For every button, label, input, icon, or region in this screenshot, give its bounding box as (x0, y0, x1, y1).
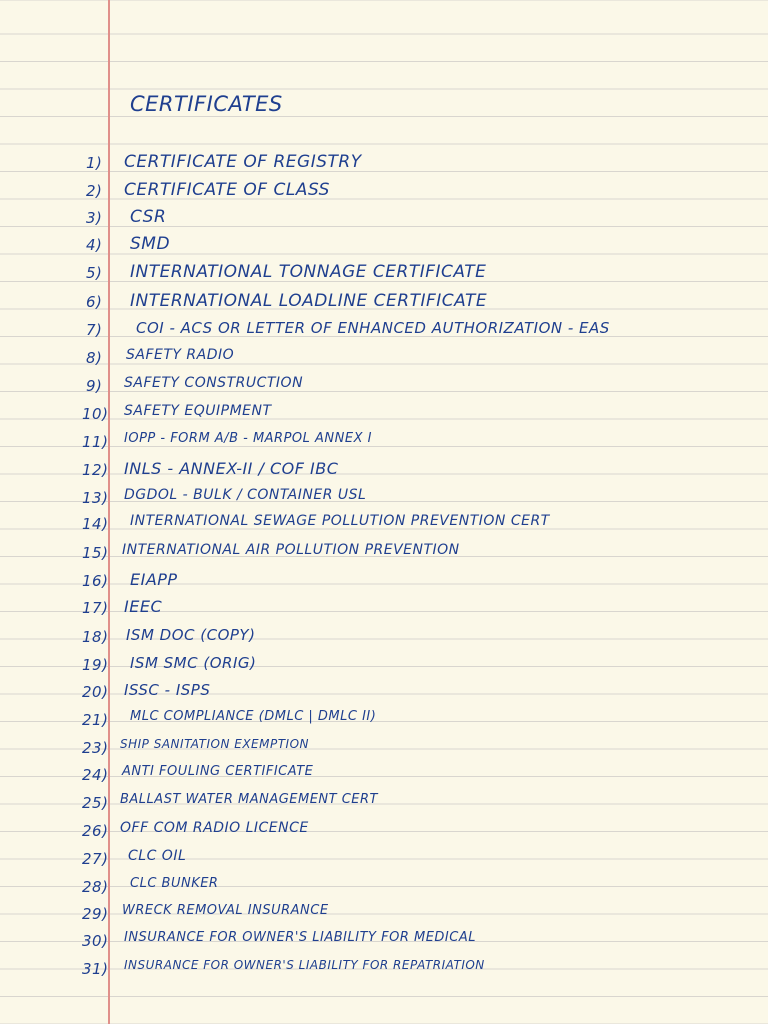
list-item: CSR (130, 207, 167, 227)
list-item-number: 27) (82, 850, 109, 868)
list-item-number: 16) (82, 572, 109, 590)
list-item: INLS - ANNEX-II / COF IBC (124, 459, 339, 478)
list-item-number: 6) (86, 293, 103, 311)
list-item: CLC OIL (128, 848, 187, 864)
list-item-number: 8) (86, 349, 103, 367)
list-item-number: 2) (86, 182, 103, 200)
list-item-number: 7) (86, 321, 103, 339)
list-item: COI - ACS OR LETTER OF ENHANCED AUTHORIZATION - EAS (136, 319, 610, 337)
list-item-number: 28) (82, 878, 109, 896)
list-item-number: 23) (82, 739, 109, 757)
list-item-number: 19) (82, 656, 109, 674)
list-item-number: 5) (86, 264, 103, 282)
list-item-number: 24) (82, 766, 109, 784)
list-item-number: 25) (82, 794, 109, 812)
list-item-number: 20) (82, 683, 109, 701)
list-item-number: 26) (82, 822, 109, 840)
list-item: BALLAST WATER MANAGEMENT CERT (120, 792, 378, 807)
list-item: SAFETY CONSTRUCTION (124, 375, 304, 391)
list-item: SHIP SANITATION EXEMPTION (120, 737, 310, 751)
list-item: SAFETY EQUIPMENT (124, 403, 272, 419)
list-item-number: 18) (82, 628, 109, 646)
list-item-number: 9) (86, 377, 103, 395)
list-item: INSURANCE FOR OWNER'S LIABILITY FOR REPATRIATION (124, 958, 485, 972)
list-item: CLC BUNKER (130, 876, 219, 891)
list-item: OFF COM RADIO LICENCE (120, 820, 309, 836)
list-item-number: 21) (82, 711, 109, 729)
list-item-number: 12) (82, 461, 109, 479)
list-item: ISSC - ISPS (124, 681, 211, 699)
list-item: INTERNATIONAL LOADLINE CERTIFICATE (130, 291, 488, 311)
list-item: DGDOL - BULK / CONTAINER USL (124, 487, 367, 503)
list-item: SAFETY RADIO (126, 347, 235, 363)
list-item: MLC COMPLIANCE (DMLC | DMLC II) (130, 709, 377, 724)
list-item-number: 13) (82, 489, 109, 507)
list-item: ISM SMC (ORIG) (130, 654, 257, 672)
list-item: ISM DOC (COPY) (126, 626, 256, 644)
list-item: CERTIFICATE OF REGISTRY (124, 152, 362, 172)
list-item: INSURANCE FOR OWNER'S LIABILITY FOR MEDICAL (124, 930, 476, 945)
list-item-number: 31) (82, 960, 109, 978)
list-item-number: 30) (82, 932, 109, 950)
list-item: IEEC (124, 597, 163, 616)
list-item-number: 14) (82, 515, 109, 533)
list-item-number: 3) (86, 209, 103, 227)
list-item-number: 17) (82, 599, 109, 617)
list-item-number: 15) (82, 544, 109, 562)
list-item: IOPP - FORM A/B - MARPOL ANNEX I (124, 431, 372, 446)
list-item-number: 10) (82, 405, 109, 423)
list-item: SMD (130, 234, 171, 254)
list-item: ANTI FOULING CERTIFICATE (122, 764, 314, 779)
list-item: CERTIFICATE OF CLASS (124, 180, 330, 200)
list-item: INTERNATIONAL AIR POLLUTION PREVENTION (122, 542, 460, 558)
list-item: WRECK REMOVAL INSURANCE (122, 903, 329, 918)
page-title: CERTIFICATES (130, 92, 283, 116)
list-item: EIAPP (130, 570, 178, 589)
list-item-number: 4) (86, 236, 103, 254)
list-item: INTERNATIONAL SEWAGE POLLUTION PREVENTION CERT (130, 513, 550, 529)
list-item-number: 29) (82, 905, 109, 923)
list-item-number: 11) (82, 433, 109, 451)
list-item: INTERNATIONAL TONNAGE CERTIFICATE (130, 262, 487, 282)
list-item-number: 1) (86, 154, 103, 172)
